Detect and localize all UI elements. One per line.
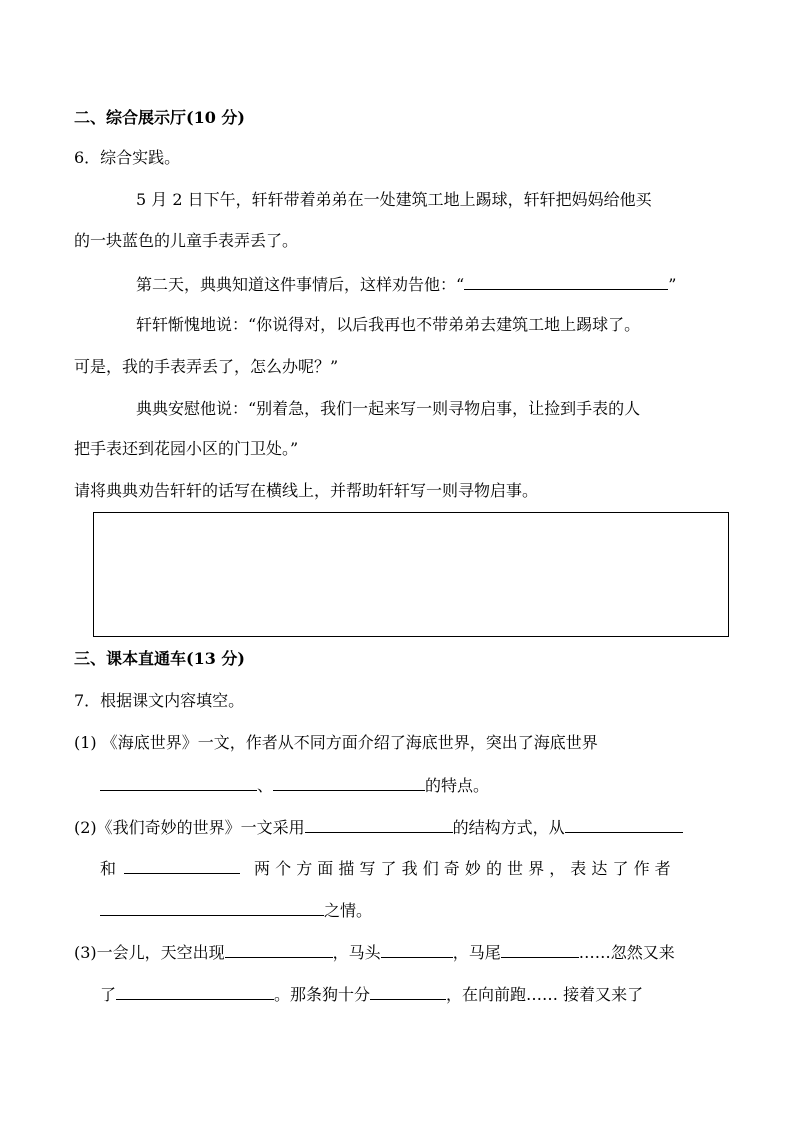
question-7-2-line-3 — [100, 898, 729, 922]
paragraph-4-line-2: 把手表还到花园小区的门卫处。” — [74, 439, 299, 458]
instruction-text: 请将典典劝告轩轩的话写在横线上，并帮助轩轩写一则寻物启事。 — [74, 481, 539, 500]
section-two-heading: 二、综合展示厅(10 分) — [74, 108, 245, 127]
question-7-2-text-b: 的结构方式，从 — [452, 818, 565, 837]
paragraph-3-line-1: 轩轩惭愧地说：“你说得对，以后我再也不带弟弟去建筑工地上踢球了。 — [136, 315, 641, 334]
blank-7-2-b[interactable] — [565, 815, 683, 833]
question-7-3-text-a: (3)一会儿，天空出现 — [74, 943, 225, 962]
question-7-title: 7．根据课文内容填空。 — [74, 691, 245, 710]
question-7-1-line-1: (1) 《海底世界》一文，作者从不同方面介绍了海底世界，突出了海底世界 — [74, 733, 598, 752]
paragraph-2-text: 第二天，典典知道这件事情后，这样劝告他：“ — [136, 275, 465, 294]
question-7-3-text-d: ……忽然又来 — [578, 943, 675, 962]
blank-7-1-b[interactable] — [273, 773, 425, 791]
question-7-2-he: 和 — [100, 859, 117, 878]
blank-7-3-b[interactable] — [381, 940, 453, 958]
question-7-3-text-f: 。那条狗十分 — [274, 985, 371, 1004]
question-7-3-text-g: ，在向前跑…… 接着又来了 — [446, 985, 644, 1004]
blank-7-2-c[interactable] — [124, 856, 240, 874]
advice-blank[interactable] — [464, 272, 668, 290]
blank-7-3-c[interactable] — [501, 940, 579, 958]
blank-7-3-e[interactable] — [370, 982, 446, 1000]
question-7-3-line-1 — [74, 940, 729, 964]
blank-7-3-d[interactable] — [116, 982, 274, 1000]
paragraph-2 — [136, 272, 729, 296]
blank-7-2-a[interactable] — [305, 815, 453, 833]
question-7-1-line-2 — [100, 773, 729, 797]
question-7-3-line-2 — [100, 982, 729, 1006]
paragraph-3-line-2: 可是，我的手表弄丢了，怎么办呢？” — [74, 357, 339, 376]
question-7-2-text-c: 两 个 方 面 描 写 了 我 们 奇 妙 的 世 界 ， 表 达 了 作 者 — [254, 859, 671, 878]
paragraph-4-line-1: 典典安慰他说：“别着急，我们一起来写一则寻物启事，让捡到手表的人 — [136, 399, 641, 418]
paragraph-1-line-1: 5 月 2 日下午，轩轩带着弟弟在一处建筑工地上踢球，轩轩把妈妈给他买 — [136, 190, 652, 209]
question-7-2-text-a: (2)《我们奇妙的世界》一文采用 — [74, 818, 305, 837]
question-7-3-text-e: 了 — [100, 985, 117, 1004]
blank-7-1-a[interactable] — [100, 773, 257, 791]
blank-7-3-a[interactable] — [225, 940, 333, 958]
paragraph-2-close-quote: ” — [668, 275, 677, 294]
question-7-2-end: 之情。 — [324, 901, 373, 920]
paragraph-1-line-2: 的一块蓝色的儿童手表弄丢了。 — [74, 231, 299, 250]
question-7-2-line-2 — [100, 856, 729, 880]
lost-notice-answer-box[interactable] — [93, 512, 729, 637]
question-7-3-text-b: ，马头 — [332, 943, 381, 962]
question-7-1-end: 的特点。 — [425, 776, 490, 795]
blank-7-2-d[interactable] — [100, 898, 324, 916]
question-7-2-line-1 — [74, 815, 729, 839]
separator: 、 — [257, 776, 274, 795]
question-7-3-text-c: ，马尾 — [452, 943, 501, 962]
question-6-title: 6．综合实践。 — [74, 148, 181, 167]
section-three-heading: 三、课本直通车(13 分) — [74, 649, 245, 668]
